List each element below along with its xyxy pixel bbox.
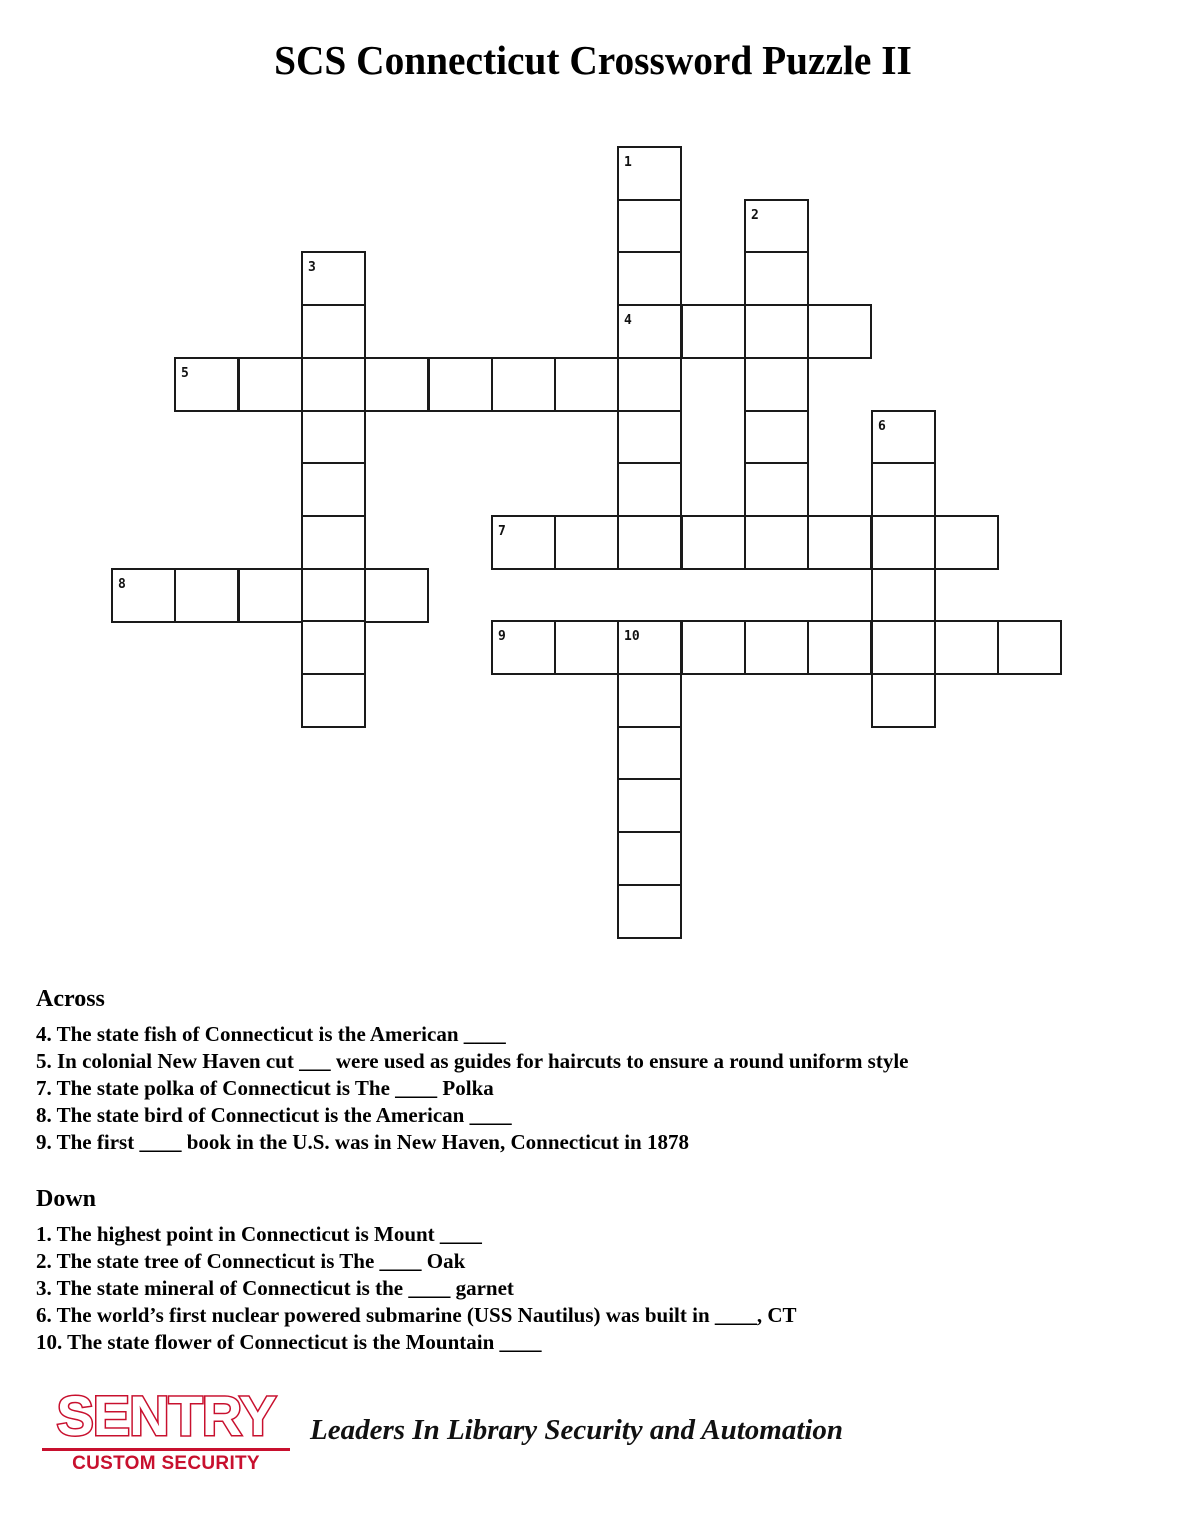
crossword-cell[interactable] <box>744 304 809 359</box>
crossword-cell[interactable] <box>491 357 556 412</box>
down-clues-section <box>36 1185 797 1356</box>
crossword-cell[interactable] <box>617 410 682 465</box>
clue-number-label: 4 <box>624 313 632 328</box>
clue-down-3: 3. The state mineral of Connecticut is the ____ garnet <box>36 1276 514 1300</box>
clue-number-label: 10 <box>624 629 640 644</box>
crossword-cell[interactable] <box>744 199 809 254</box>
crossword-cell[interactable] <box>301 620 366 675</box>
clue-number-label: 8 <box>118 577 126 592</box>
crossword-cell[interactable] <box>301 673 366 728</box>
crossword-cell[interactable] <box>744 620 809 675</box>
clue-number-label: 7 <box>498 524 506 539</box>
crossword-cell[interactable] <box>617 726 682 781</box>
clue-across-9: 9. The first ____ book in the U.S. was in New Haven, Connecticut in 1878 <box>36 1130 689 1154</box>
crossword-cell[interactable] <box>491 620 556 675</box>
crossword-cell[interactable] <box>681 304 746 359</box>
crossword-cell[interactable] <box>871 410 936 465</box>
clue-down-1: 1. The highest point in Connecticut is Mount ____ <box>36 1222 482 1246</box>
crossword-cell[interactable] <box>238 357 303 412</box>
crossword-cell[interactable] <box>617 357 682 412</box>
crossword-cell[interactable] <box>428 357 493 412</box>
clue-number-label: 5 <box>181 366 189 381</box>
clue-across-5: 5. In colonial New Haven cut ___ were used as guides for haircuts to ensure a round uniform style <box>36 1049 909 1073</box>
crossword-cell[interactable] <box>871 515 936 570</box>
crossword-cell[interactable] <box>934 515 999 570</box>
clue-down-6: 6. The world’s first nuclear powered submarine (USS Nautilus) was built in ____, CT <box>36 1303 797 1327</box>
crossword-cell[interactable] <box>681 620 746 675</box>
crossword-cell[interactable] <box>617 778 682 833</box>
logo-subtitle: CUSTOM SECURITY <box>72 1453 260 1474</box>
crossword-cell[interactable] <box>174 568 239 623</box>
crossword-cell[interactable] <box>174 357 239 412</box>
crossword-cell[interactable] <box>301 568 366 623</box>
crossword-cell[interactable] <box>617 304 682 359</box>
crossword-cell[interactable] <box>238 568 303 623</box>
crossword-cell[interactable] <box>617 884 682 939</box>
clue-down-2: 2. The state tree of Connecticut is The ____ Oak <box>36 1249 466 1273</box>
crossword-cell[interactable] <box>617 515 682 570</box>
crossword-cell[interactable] <box>871 568 936 623</box>
across-clue-list <box>36 1021 909 1156</box>
crossword-cell[interactable] <box>744 357 809 412</box>
crossword-cell[interactable] <box>871 462 936 517</box>
crossword-cell[interactable] <box>871 673 936 728</box>
crossword-cell[interactable] <box>364 568 429 623</box>
crossword-cell[interactable] <box>807 620 872 675</box>
clue-number-label: 1 <box>624 155 632 170</box>
crossword-cell[interactable] <box>301 357 366 412</box>
crossword-cell[interactable] <box>617 251 682 306</box>
crossword-cell[interactable] <box>554 357 619 412</box>
crossword-cell[interactable] <box>301 304 366 359</box>
crossword-cell[interactable] <box>617 199 682 254</box>
clue-number-label: 9 <box>498 629 506 644</box>
clue-number-label: 2 <box>751 208 759 223</box>
clue-down-10: 10. The state flower of Connecticut is the Mountain ____ <box>36 1330 542 1354</box>
crossword-cell[interactable] <box>301 515 366 570</box>
clue-number-label: 6 <box>878 419 886 434</box>
page-title: SCS Connecticut Crossword Puzzle II <box>274 37 912 83</box>
clue-across-8: 8. The state bird of Connecticut is the American ____ <box>36 1103 512 1127</box>
crossword-cell[interactable] <box>617 831 682 886</box>
logo-divider <box>42 1448 290 1451</box>
down-heading: Down <box>36 1186 97 1212</box>
crossword-cell[interactable] <box>554 515 619 570</box>
crossword-cell[interactable] <box>617 462 682 517</box>
crossword-cell[interactable] <box>554 620 619 675</box>
sentry-logo <box>40 1384 292 1478</box>
crossword-cell[interactable] <box>491 515 556 570</box>
crossword-cell[interactable] <box>871 620 936 675</box>
logo-brand-text: SENTRY <box>56 1384 276 1447</box>
clue-number-label: 3 <box>308 260 316 275</box>
crossword-cell[interactable] <box>807 515 872 570</box>
down-clue-list <box>36 1221 797 1356</box>
crossword-cell[interactable] <box>934 620 999 675</box>
crossword-cell[interactable] <box>364 357 429 412</box>
crossword-cell[interactable] <box>111 568 176 623</box>
crossword-cell[interactable] <box>301 251 366 306</box>
crossword-cell[interactable] <box>301 462 366 517</box>
crossword-cell[interactable] <box>617 673 682 728</box>
crossword-cell[interactable] <box>807 304 872 359</box>
company-tagline: Leaders In Library Security and Automation <box>310 1414 844 1446</box>
crossword-cell[interactable] <box>681 515 746 570</box>
crossword-cell[interactable] <box>744 462 809 517</box>
crossword-cell[interactable] <box>744 515 809 570</box>
crossword-cell[interactable] <box>744 251 809 306</box>
crossword-cell[interactable] <box>301 410 366 465</box>
crossword-cell[interactable] <box>744 410 809 465</box>
clue-across-4: 4. The state fish of Connecticut is the American ____ <box>36 1022 506 1046</box>
crossword-cell[interactable] <box>617 146 682 201</box>
crossword-cell[interactable] <box>617 620 682 675</box>
clue-across-7: 7. The state polka of Connecticut is The ____ Polka <box>36 1076 494 1100</box>
crossword-cell[interactable] <box>997 620 1062 675</box>
across-clues-section <box>36 985 909 1156</box>
across-heading: Across <box>36 986 105 1012</box>
